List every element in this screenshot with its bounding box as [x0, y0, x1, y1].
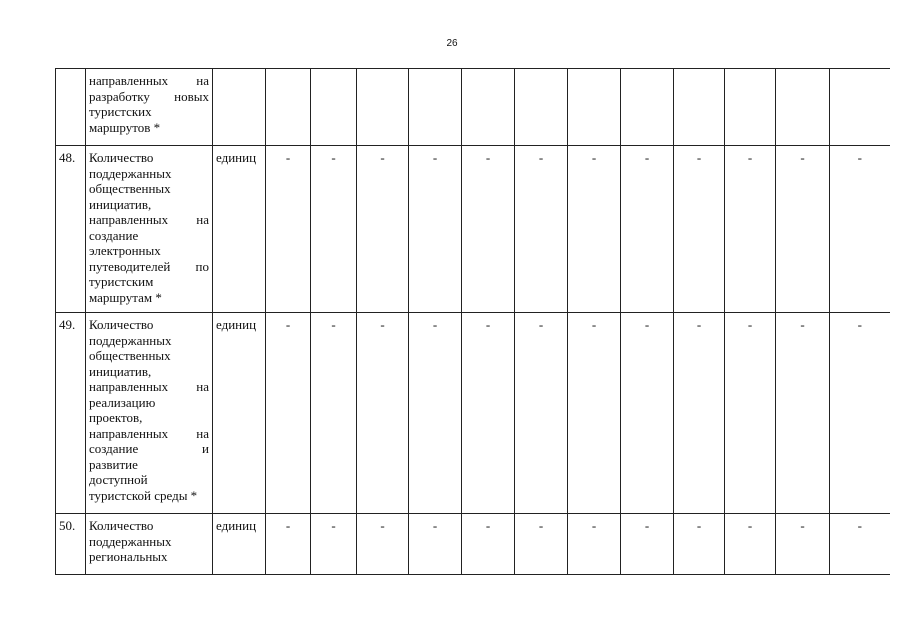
indicator-name-line: туристским [89, 274, 154, 289]
value-cell [568, 69, 621, 146]
value-cell: - [674, 313, 725, 514]
value-cell: - [462, 146, 515, 313]
value-cell: - [725, 146, 776, 313]
indicator-name-line: путеводителей по [89, 258, 209, 274]
indicator-name-line: Количество [89, 150, 154, 165]
indicator-name-line: реализацию [89, 394, 156, 410]
unit-cell: единиц [213, 146, 266, 313]
value-cell: - [357, 514, 409, 575]
indicator-name-line: поддержанных [89, 165, 172, 181]
value-cell [830, 69, 890, 146]
value-cell [311, 69, 357, 146]
value-cell [409, 69, 462, 146]
value-cell: - [830, 146, 890, 313]
indicator-name-line: поддержанных [89, 332, 172, 348]
indicator-name-line: развитие [89, 456, 138, 472]
value-cell: - [621, 313, 674, 514]
table-row [56, 146, 890, 313]
indicator-name-line: маршрутам * [89, 289, 162, 305]
value-cell: - [266, 313, 311, 514]
value-cell: - [357, 146, 409, 313]
value-cell [266, 69, 311, 146]
unit-cell [213, 69, 266, 146]
indicators-table [55, 68, 890, 575]
value-cell: - [776, 514, 830, 575]
value-cell: - [357, 313, 409, 514]
value-cell: - [674, 514, 725, 575]
indicator-name-line: инициатив, [89, 363, 152, 379]
value-cell: - [515, 146, 568, 313]
row-number [56, 69, 86, 146]
unit-cell: единиц [213, 313, 266, 514]
value-cell: - [266, 514, 311, 575]
value-cell [462, 69, 515, 146]
value-cell [776, 69, 830, 146]
value-cell: - [515, 313, 568, 514]
indicator-name [86, 514, 213, 575]
indicator-name-line: проектов, [89, 410, 143, 425]
indicator-name-line: создание и [89, 441, 209, 456]
indicator-name-line: доступной [89, 472, 148, 487]
table-row [56, 69, 890, 146]
value-cell: - [266, 146, 311, 313]
value-cell: - [409, 146, 462, 313]
value-cell: - [462, 313, 515, 514]
indicator-name-line: туристской среды * [89, 487, 198, 503]
value-cell: - [568, 313, 621, 514]
value-cell: - [725, 514, 776, 575]
indicator-name-line: направленных на [89, 73, 209, 88]
indicator-name [86, 69, 213, 146]
value-cell: - [409, 313, 462, 514]
unit-cell: единиц [213, 514, 266, 575]
row-number: 48. [56, 146, 86, 313]
row-number: 50. [56, 514, 86, 575]
indicator-name-line: маршрутов * [89, 119, 161, 135]
indicator-name-line: электронных [89, 243, 161, 258]
indicator-name-line: разработку новых [89, 88, 209, 104]
value-cell: - [674, 146, 725, 313]
indicator-name-line: общественных [89, 348, 171, 363]
value-cell: - [776, 313, 830, 514]
value-cell: - [776, 146, 830, 313]
value-cell: - [311, 514, 357, 575]
value-cell [357, 69, 409, 146]
value-cell: - [830, 514, 890, 575]
value-cell [621, 69, 674, 146]
indicator-name-line: Количество [89, 518, 154, 533]
value-cell: - [462, 514, 515, 575]
value-cell: - [725, 313, 776, 514]
indicator-name-line: Количество [89, 317, 154, 332]
value-cell: - [568, 146, 621, 313]
value-cell [725, 69, 776, 146]
value-cell: - [621, 146, 674, 313]
row-number: 49. [56, 313, 86, 514]
indicator-name-line: создание [89, 227, 139, 243]
value-cell: - [621, 514, 674, 575]
indicator-name-line: общественных [89, 181, 171, 196]
value-cell: - [311, 146, 357, 313]
value-cell: - [311, 313, 357, 514]
indicator-name-line: направленных на [89, 212, 209, 227]
value-cell [515, 69, 568, 146]
indicator-name-line: туристских [89, 104, 152, 119]
value-cell: - [515, 514, 568, 575]
value-cell: - [568, 514, 621, 575]
value-cell: - [830, 313, 890, 514]
indicator-name [86, 146, 213, 313]
value-cell [674, 69, 725, 146]
indicator-name-line: направленных на [89, 379, 209, 394]
page-number: 26 [446, 38, 458, 49]
table-row [56, 514, 890, 575]
value-cell: - [409, 514, 462, 575]
indicator-name-line: инициатив, [89, 196, 152, 212]
indicator-name-line: направленных на [89, 425, 209, 441]
table-row [56, 313, 890, 514]
indicator-name [86, 313, 213, 514]
indicator-name-line: поддержанных [89, 533, 172, 549]
indicator-name-line: региональных [89, 549, 168, 564]
